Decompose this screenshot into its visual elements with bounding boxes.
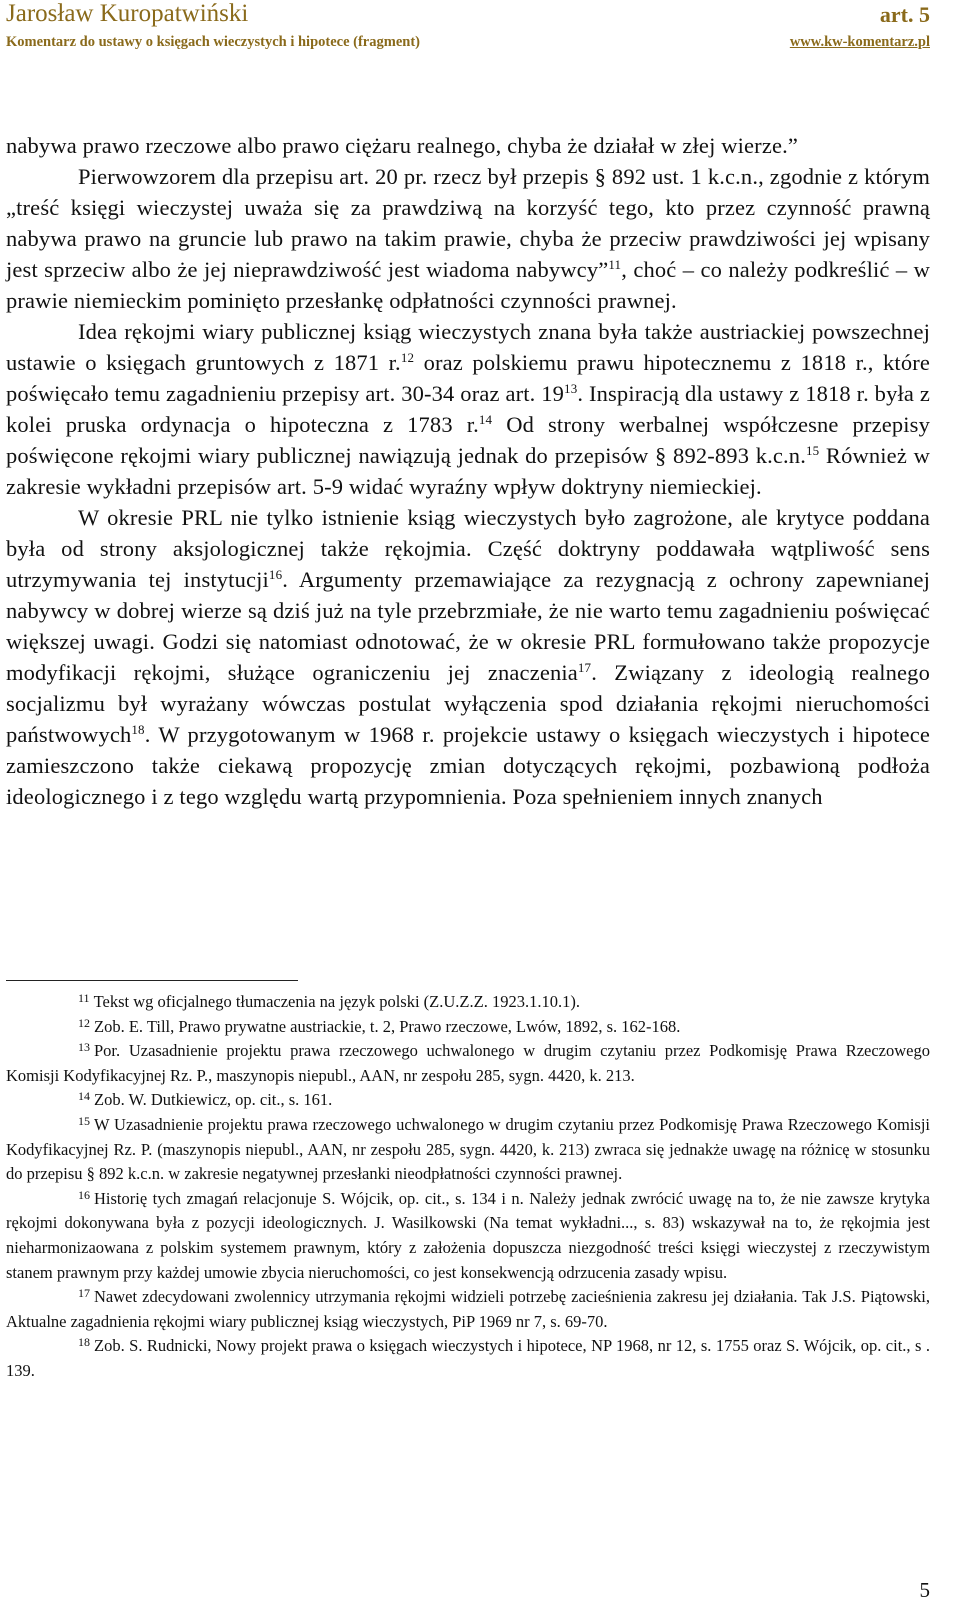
footnote-17: $^{17}$ Nawet zdecydowani zwolennicy utrzymania rękojmi widzieli potrzebę zacieśnienia zakresu jej działania. Tak J.S. Piątowski, Aktualne zagadnienia rękojmi wiary publicznej ksiąg wieczystych, PiP 1969 nr 7, s. 69-70. [6,1286,930,1331]
footnote-separator [6,980,298,981]
paragraph-4: W okresie PRL nie tylko istnienie ksiąg wieczystych było zagrożone, ale krytyce poddana była od strony aksjologicznej także rękojmia. Część doktryny poddawała wątpliwość sens utrzymywania tej instytucji$^{16}$. Argumenty przemawiające za rezygnacją z ochrony zapewnianej nabywcy w dobrej wierze są dziś już na tyle przebrzmiałe, że nie warto temu zagadnieniu poświęcać większej uwagi. Godzi się natomiast odnotować, że w okresie PRL formułowano także propozycje modyfikacji rękojmi, służące ograniczeniu jej znaczenia$^{17}$. Związany z ideologią realnego socjalizmu był wyrażany wówczas postulat wyłączenia spod działania rękojmi nieruchomości państwowych$^{18}$. W przygotowanym w 1968 r. projekcie ustawy o księgach wieczystych i hipotece zamieszczono także ciekawą propozycję zmian dotyczących rękojmi, pozbawioną podłoża ideologicznego i z tego względu wartą przypomnienia. Poza spełnieniem innych znanych [6,505,931,809]
header-article: art. 5 [879,2,930,27]
footnote-11: $^{11}$ Tekst wg oficjalnego tłumaczenia na język polski (Z.U.Z.Z. 1923.1.10.1). [78,991,580,1011]
footnote-12: $^{12}$ Zob. E. Till, Prawo prywatne austriackie, t. 2, Prawo rzeczowe, Lwów, 1892, s. 162-168. [78,1015,681,1036]
main-text [6,130,930,812]
footnote-ref-13[interactable]: 13 [564,381,578,396]
footnote-16: $^{16}$ Historię tych zmagań relacjonuje S. Wójcik, op. cit., s. 134 i n. Należy jednak zwrócić uwagę na to, że nie zawsze krytyka rękojmi dokonywana była z pozycji ideologicznych. J. Wasilkowski (Na temat wykładni..., s. 83) wskazywał na to, że rękojmia jest nieharmonizaowana z polskim systemem prawnym, który z założenia dopuszcza niezgodność treści księgi wieczystej z rzeczywistym stanem prawnym przy każdej umowie zbycia nieruchomości, co jest konsekwencją odrzucenia zasady wpisu. [6,1187,930,1282]
footnote-ref-16[interactable]: 16 [268,567,283,582]
footnote-ref-15[interactable]: 15 [805,443,820,458]
paragraph-1: nabywa prawo rzeczowe albo prawo ciężaru realnego, chyba że działał w złej wierze.” [6,133,799,158]
footnote-14: $^{14}$ Zob. W. Dutkiewicz, op. cit., s. 161. [78,1089,333,1110]
footnote-ref-12[interactable]: 12 [400,350,415,365]
header-subtitle: Komentarz do ustawy o księgach wieczystych i hipotece (fragment) [6,34,420,50]
header-url-link[interactable]: www.kw-komentarz.pl [789,34,930,50]
paragraph-3: Idea rękojmi wiary publicznej ksiąg wieczystych znana była także austriackiej powszechnej ustawie o księgach gruntowych z 1871 r.$^{12}$ oraz polskiemu prawu hipotecznemu z 1818 r., które poświęcało temu zagadnieniu przepisy art. 30-34 oraz art. 19$^{13}$. Inspiracją dla ustawy z 1818 r. była z kolei pruska ordynacja o hipoteczna z 1783 r.$^{14}$ Od strony werbalnej współczesne przepisy poświęcone rękojmi wiary publicznej nawiązują jednak do przepisów § 892-893 k.c.n.$^{15}$ Również w zakresie wykładni przepisów art. 5-9 widać wyraźny wpływ doktryny niemieckiej. [6,319,931,499]
paragraph-2: Pierwowzorem dla przepisu art. 20 pr. rzecz był przepis § 892 ust. 1 k.c.n., zgodnie z którym „treść księgi wieczystej uważa się za prawdziwą na korzyść tego, kto przez czynność prawną nabywa prawo na gruncie lub prawo na takim prawie, chyba że przeciw prawdziwości jej wpisany jest sprzeciw albo że jej nieprawdziwość jest wiadoma nabywcy”$^{11}$, choć – co należy podkreślić – w prawie niemieckim pominięto przesłankę odpłatności czynności prawnej. [6,164,931,313]
page-header [6,0,930,54]
footnote-ref-18[interactable]: 18 [131,722,145,737]
footnote-13: $^{13}$ Por. Uzasadnienie projektu prawa rzeczowego uchwalonego w drugim czytaniu przez Podkomisję Prawa Rzeczowego Komisji Kodyfikacyjnej Rz. P., maszynopis niepubl., AAN, nr zespołu 285, sygn. 4420, k. 213. [6,1040,930,1085]
footnote-15: $^{15}$ W Uzasadnienie projektu prawa rzeczowego uchwalonego w drugim czytaniu przez Podkomisję Prawa Rzeczowego Komisji Kodyfikacyjnej Rz. P. (maszynopis niepubl., AAN, nr zespołu 285, sygn. 4420, k. 213) zwraca się jednakże uwagę na różnicę w stosunku do przepisu § 892 k.c.n. w zakresie negatywnej przesłanki nieodpłatności czynności prawnej. [6,1113,930,1184]
header-author: Jarosław Kuropatwiński [6,0,249,27]
footnote-18: $^{18}$ Zob. S. Rudnicki, Nowy projekt prawa o księgach wieczystych i hipotece, NP 1968, nr 12, s. 1755 oraz S. Wójcik, op. cit., s . 139. [6,1335,930,1380]
footnote-ref-14[interactable]: 14 [478,412,493,427]
footnote-ref-11[interactable]: 11 [608,257,622,272]
footnote-ref-17[interactable]: 17 [577,660,592,675]
page-number: 5 [919,1578,930,1602]
footnotes [6,990,930,1384]
